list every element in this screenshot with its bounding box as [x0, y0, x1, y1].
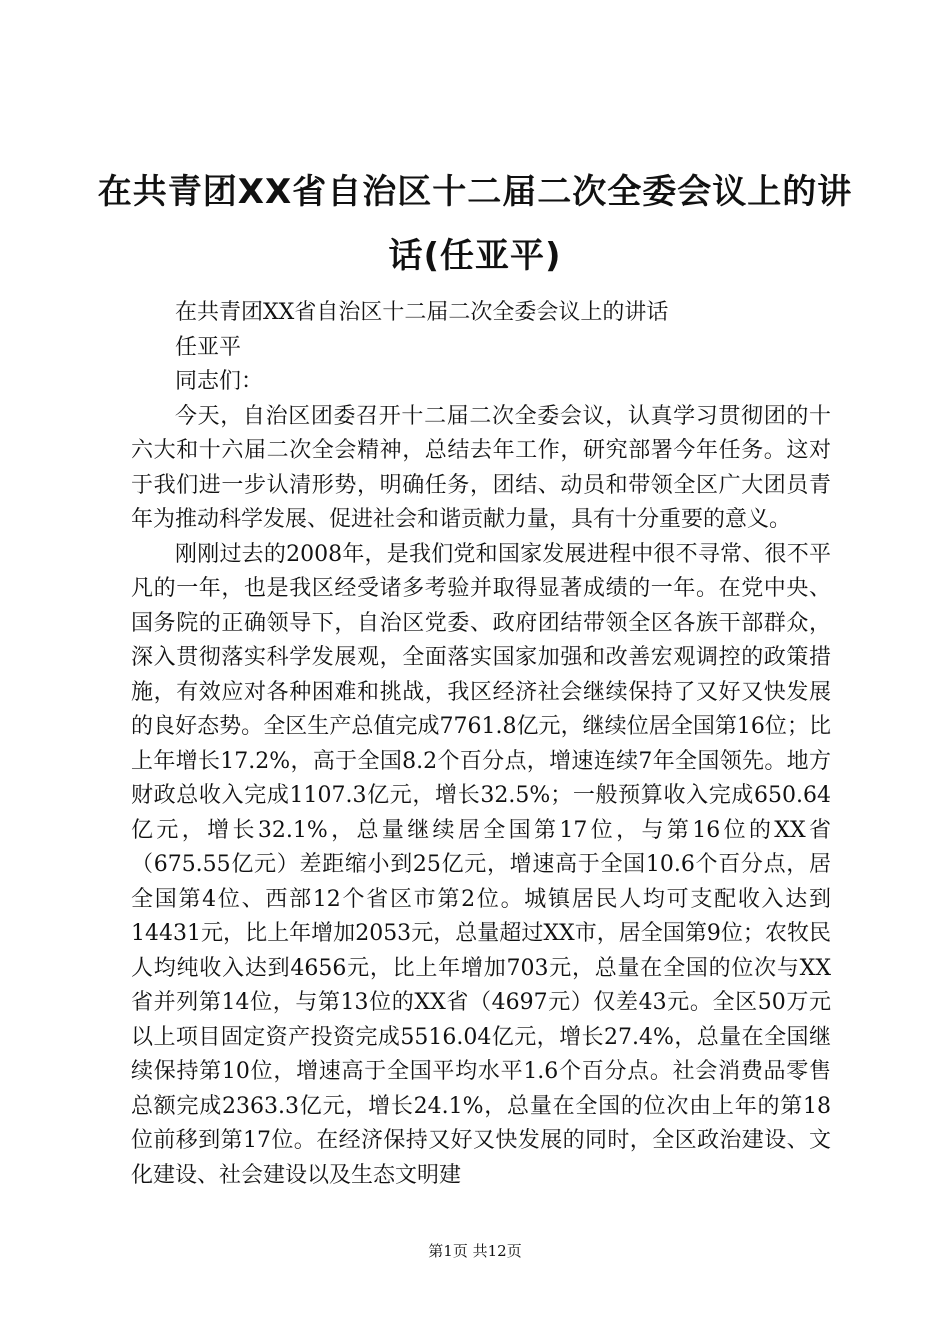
page-footer: 第1页 共12页 — [428, 1242, 522, 1260]
body-paragraph: 今天，自治区团委召开十二届二次全委会议，认真学习贯彻团的十六大和十六届二次全会精神，总结去年工作，研究部署今年任务。这对于我们进一步认清形势，明确任务，团结、动员和带领全区广大团员青年为推动科学发展、促进社会和谐贡献力量，具有十分重要的意义。 — [131, 403, 831, 532]
salutation: 同志们： — [175, 369, 264, 394]
speech-subtitle: 在共青团XX省自治区十二届二次全委会议上的讲话 — [175, 300, 669, 325]
speaker-name: 任亚平 — [175, 334, 242, 360]
document-title: 在共青团XX省自治区十二届二次全委会议上的讲话(任亚平) — [97, 172, 853, 276]
body-paragraph: 刚刚过去的2008年，是我们党和国家发展进程中很不寻常、很不平凡的一年，也是我区经受诸多考验并取得显著成绩的一年。在党中央、国务院的正确领导下，自治区党委、政府团结带领全区各族干部群众，深入贯彻落实科学发展观，全面落实国家加强和改善宏观调控的政策措施，有效应对各种困难和挑战，我区经济社会继续保持了又好又快发展的良好态势。全区生产总值完成7761.8亿元，继续位居全国第16位；比上年增长17.2%，高于全国8.2个百分点，增速连续7年全国领先。地方财政总收入完成1107.3亿元，增长32.5%；一般预算收入完成650.64亿元，增长32.1%，总量继续居全国第17位，与第16位的XX省（675.55亿元）差距缩小到25亿元，增速高于全国10.6个百分点，居全国第4位、西部12个省区市第2位。城镇居民人均可支配收入达到14431元，比上年增加2053元，总量超过XX市，居全国第9位；农牧民人均纯收入达到4656元，比上年增加703元，总量在全国的位次与XX省并列第14位，与第13位的XX省（4697元）仅差43元。全区50万元以上项目固定资产投资完成5516.04亿元，增长27.4%，总量在全国继续保持第10位，增速高于全国平均水平1.6个百分点。社会消费品零售总额完成2363.3亿元，增长24.1%，总量在全国的位次由上年的第18位前移到第17位。在经济保持又好又快发展的同时，全区政治建设、文化建设、社会建设以及生态文明建 — [131, 541, 832, 1188]
document-body — [131, 296, 831, 1193]
